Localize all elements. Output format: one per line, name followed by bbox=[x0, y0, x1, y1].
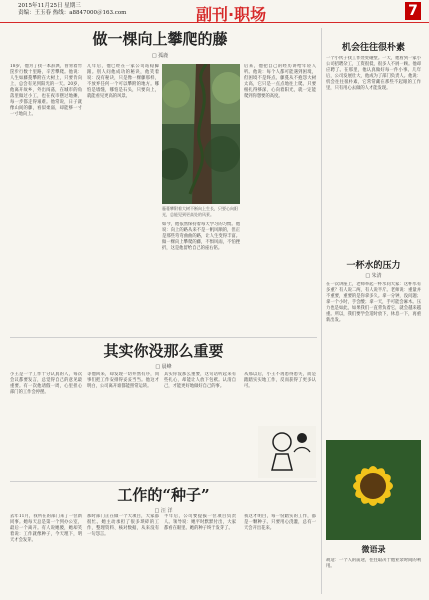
column-divider bbox=[321, 28, 322, 594]
article-2-column: 从那以后，小王不再患得患失，而是踏踏实实地工作，反而获得了更多认可。 bbox=[244, 372, 316, 389]
article-3 bbox=[10, 484, 317, 514]
article-3-column: 我这才明白，每一份踏实的工作，都是一颗种子。只要用心浇灌，总有一天会开出花来。 bbox=[244, 514, 316, 531]
page-number: 7 bbox=[405, 2, 421, 20]
photo-caption: 藤蔓攀附着大树不断向上生长，只要心向阳光，总能见到更高处的风景。 bbox=[162, 206, 238, 217]
article-1-byline: □ 孤鹿 bbox=[151, 53, 169, 59]
sunflower-photo bbox=[326, 440, 421, 540]
article-1-column: 如今，他依然保持着每天学习的习惯。他说：向上的路从来不是一帆风顺的，但正是那些弯弯曲曲的路，让人生变得丰富。做一棵向上攀爬的藤，不惧风雨，不怕挫折，这是他留给自己的座右铭。 bbox=[162, 222, 240, 251]
editor-line: 责编：王玉春 热线：a8847000＠163.com bbox=[18, 10, 127, 16]
article-1-title: 做一棵向上攀爬的藤 bbox=[92, 30, 228, 48]
article-1-column: 几年后，他已经在一家公司站稳脚跟。别人问他成功的秘诀，他笑着说：没有秘诀，只是像一棵藤那样，不放弃任何一个可以攀附的地方。哪怕是墙缝，哪怕是石头，只要向上，就能看见更高的风景。 bbox=[87, 64, 159, 99]
sidebar-text-2: 在一次讲座上，老师举起一杯水问大家：这杯水有多重？有人说二两，有人说半斤。老师说：重量并不重要，重要的是你拿多久。拿一分钟，没问题；拿一个小时，手会酸；拿一天，手可能会麻木。压力也是如此，如果我们一直背负着它，就会越来越重。所以，我们要学会适时放下，休息一下，再重新出发。 bbox=[326, 282, 421, 323]
section-title: 副刊·职场 bbox=[196, 5, 267, 24]
sidebar-title-1: 机会往往很朴素 bbox=[341, 43, 405, 53]
article-2-byline: □ 晨峰 bbox=[155, 364, 172, 370]
sidebar-title-3: 微语录 bbox=[361, 544, 386, 554]
article-3-title: 工作的“种子” bbox=[117, 486, 210, 504]
tree-vine-photo bbox=[162, 64, 240, 204]
article-2-column: 等他回来，却发现一切井然有序，同事们把工作安排得妥妥当当。他这才明白，公司离开谁都能照常运转。 bbox=[87, 372, 159, 389]
issue-meta bbox=[18, 3, 208, 17]
cartoon-illustration bbox=[258, 426, 316, 478]
article-1 bbox=[10, 28, 310, 59]
article-2-column: 其实你没那么重要，这句话听起来有些扎心，却能让人放下包袱。认清自己，才能更好地做好自己的事。 bbox=[164, 372, 236, 389]
section-divider bbox=[10, 481, 317, 482]
sidebar-text-3: 胡适：一个人的前途，往往取决于他业余时间的利用。 bbox=[326, 558, 421, 569]
sidebar-story-3 bbox=[326, 544, 421, 555]
issue-date: 2015年11月25日 星期三 bbox=[18, 3, 81, 9]
article-2 bbox=[10, 340, 317, 370]
sidebar-story-2 bbox=[326, 258, 421, 279]
article-2-title: 其实你没那么重要 bbox=[103, 342, 224, 360]
sidebar-byline-2: □ 朱清 bbox=[365, 273, 382, 279]
article-1-column: 后来，他把自己的经历讲给年轻人听。他说：每个人都可能遇到困境，但困境不是终点。藤蔓从不抱怨大树太高，它只是一点点地往上爬。只要根扎得够深，心向着阳光，就一定能爬到你想要的高度。 bbox=[244, 64, 316, 99]
article-3-column: 半年后，公司要提拔一位项目负责人。领导说：她平时默默付出，大家都看在眼里。她的种子终于发芽了。 bbox=[164, 514, 236, 531]
section-divider bbox=[10, 337, 317, 338]
sidebar-story-1 bbox=[326, 40, 421, 53]
sidebar-title-2: 一杯水的压力 bbox=[346, 261, 401, 271]
article-3-column: 那时部门正在做一个大项目，大家都很忙。她主动承担了很多琐碎的工作，整理资料、核对数据，从来没有一句怨言。 bbox=[87, 514, 159, 537]
sidebar-text-1: 一个小伙子找工作处处碰壁。一天，他看到一家小公司招聘杂工，工资很低，很多人不屑一顾。他却应聘了。在那里，他认真做好每一件小事。几年后，公司发展壮大，他成为了部门负责人。他说：机会往往很朴素，它常常藏在那些不起眼的工作里，只有用心去做的人才能发现。 bbox=[326, 56, 421, 91]
article-2-column: 小王是一个工作十分认真的人，每次会议都要发言，总觉得自己的意见最重要。有一次他请假一周，心里担心部门的工作会停摆。 bbox=[10, 372, 82, 395]
page-header bbox=[0, 0, 429, 23]
article-1-column: 18岁，他为了找一本辞典，曾背着竹筐步行数十里路，辛苦攀爬。他说：人生如藤蔓攀附在大树上，只要肯向上，总会有见到阳光的一天。20岁，他离开故乡，外出闯荡，在城市的角落里做过小工，也在夜市摆过地摊，每一步都走得艰难。他常说，日子就像山间的藤，看似柔弱，却能够一寸一寸地向上。 bbox=[10, 64, 82, 117]
article-3-byline: □ 汪 洋 bbox=[154, 508, 173, 514]
article-3-column: 去年11月，我所在的部门来了一位新同事。她每天总是第一个到办公室，最后一个离开。有人说她傻，她却笑着说：工作就像种子，今天埋下，明天才会发芽。 bbox=[10, 514, 82, 543]
